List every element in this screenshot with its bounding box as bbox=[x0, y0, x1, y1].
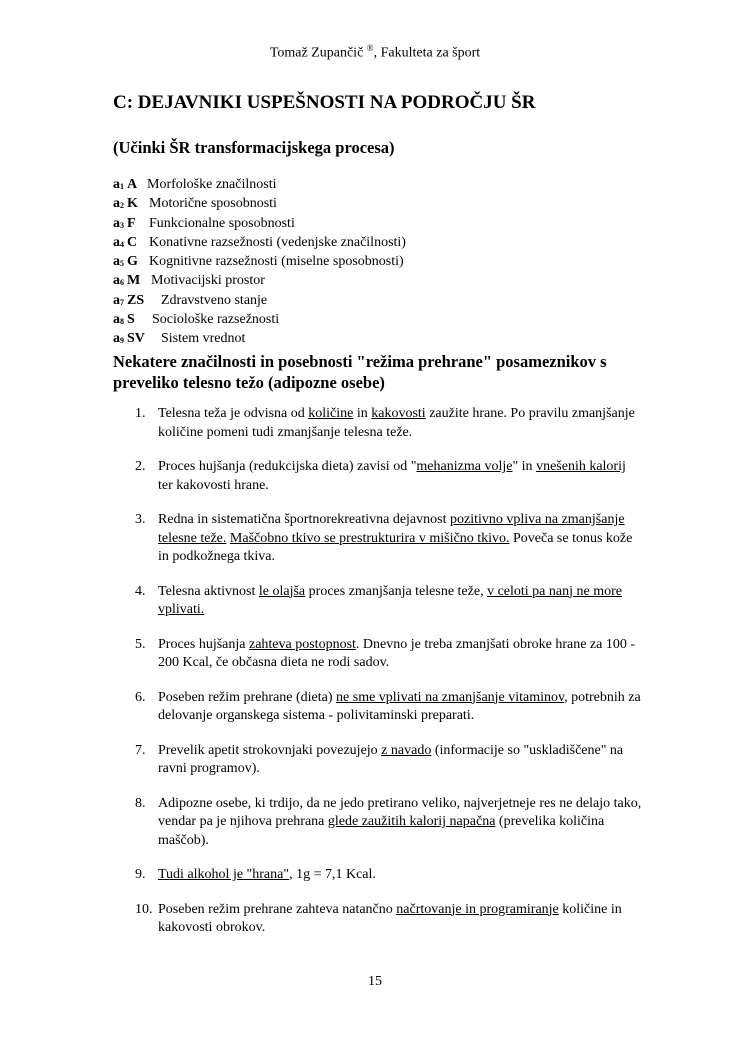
factor-code: G bbox=[127, 254, 138, 270]
factor-symbol: $a_7$ bbox=[113, 292, 124, 308]
list-item-text bbox=[158, 743, 623, 777]
underlined-phrase: mehanizma volje bbox=[416, 459, 513, 474]
underlined-phrase: kakovosti bbox=[371, 406, 426, 421]
underlined-phrase: z navado bbox=[381, 742, 432, 758]
list-item bbox=[113, 636, 643, 673]
factor-code: F bbox=[127, 215, 136, 231]
factor-code: A bbox=[127, 177, 138, 192]
text-segment: Redna in sistematična športnorekreativna dejavnost bbox=[158, 512, 450, 527]
list-item-text bbox=[158, 867, 376, 882]
text-segment: " in bbox=[512, 459, 537, 474]
list-item bbox=[113, 458, 643, 495]
text-segment: Proces hujšanja bbox=[158, 636, 249, 652]
text-segment: Poseben režim prehrane zahteva natančno bbox=[158, 901, 397, 917]
factor-label: Motivacijski prostor bbox=[151, 273, 265, 289]
factor-row bbox=[113, 330, 406, 349]
list-item-text bbox=[158, 512, 632, 564]
page-title: C: DEJAVNIKI USPEŠNOSTI NA PODROČJU ŠR bbox=[113, 92, 536, 113]
list-item-number: 1. bbox=[135, 406, 146, 421]
factor-list bbox=[113, 176, 406, 350]
factor-symbol: $a_8$ bbox=[113, 312, 124, 328]
text-segment: Proces hujšanja (redukcijska dieta) zavisi od " bbox=[158, 459, 417, 474]
list-item-text bbox=[158, 902, 622, 936]
list-item-number: 6. bbox=[135, 689, 146, 705]
list-item-text bbox=[158, 584, 622, 618]
factor-symbol: $a_5$ bbox=[113, 254, 124, 270]
text-segment: Telesna aktivnost bbox=[158, 583, 259, 599]
factor-label: Sistem vrednot bbox=[161, 331, 246, 347]
text-segment: Poveča se tonus kože in podkožnega tkiva. bbox=[158, 530, 633, 564]
list-item-text bbox=[158, 406, 635, 440]
list-item-number: 2. bbox=[135, 459, 146, 474]
text-segment: Adipozne osebe, ki trdijo, da ne jedo pretirano veliko, najverjetneje res ne delajo tako, vendar pa je njihova prehrana bbox=[158, 795, 642, 829]
list-item bbox=[113, 742, 643, 779]
underlined-phrase: količine bbox=[308, 406, 354, 421]
factor-label: Zdravstveno stanje bbox=[161, 292, 268, 308]
text-segment: Telesna teža je odvisna od bbox=[158, 406, 309, 421]
list-item bbox=[113, 583, 643, 620]
underlined-phrase: vnešenih kalorij bbox=[536, 459, 626, 474]
underlined-phrase: ne sme vplivati na zmanjšanje vitaminov bbox=[336, 689, 565, 705]
text-segment: . Dnevno je treba zmanjšati obroke hrane za 100 - 200 Kcal, če občasna dieta ne rodi sadov. bbox=[158, 636, 636, 670]
page-subtitle: (Učinki ŠR transformacijskega procesa) bbox=[113, 138, 395, 157]
list-item bbox=[113, 405, 643, 442]
factor-code: K bbox=[127, 196, 138, 212]
text-segment: , potrebnih za delovanje organskega sistema - polivitaminski preparati. bbox=[158, 689, 641, 723]
text-segment: Poseben režim prehrane (dieta) bbox=[158, 689, 337, 705]
list-item-text bbox=[158, 459, 626, 493]
factor-code: M bbox=[127, 273, 141, 289]
text-segment: ter kakovosti hrane. bbox=[158, 477, 269, 493]
underlined-phrase: Maščobno tkivo se prestrukturira v mišično tkivo. bbox=[229, 530, 510, 546]
factor-label: Kognitivne razsežnosti (miselne sposobnosti) bbox=[149, 254, 404, 270]
list-item-number: 3. bbox=[135, 512, 146, 527]
section-title: Nekatere značilnosti in posebnosti "režima prehrane" posameznikov s preveliko telesno težo (adipozne osebe) bbox=[113, 352, 607, 392]
factor-label: Sociološke razsežnosti bbox=[152, 312, 280, 328]
factor-row bbox=[113, 272, 406, 291]
factor-row bbox=[113, 234, 406, 253]
factor-symbol: $a_6$ bbox=[113, 273, 124, 289]
factor-code: ZS bbox=[127, 292, 145, 308]
text-segment: količine in kakovosti obrokov. bbox=[158, 901, 622, 935]
page-header bbox=[0, 43, 750, 62]
underlined-phrase: Tudi alkohol je "hrana" bbox=[158, 867, 290, 882]
factor-row bbox=[113, 292, 406, 311]
underlined-phrase: zahteva postopnost bbox=[248, 636, 356, 652]
text-segment: in bbox=[353, 406, 372, 421]
list-item-text bbox=[158, 796, 641, 848]
list-item bbox=[113, 866, 643, 885]
text-segment: (informacije so "uskladiščene" na ravni programov). bbox=[158, 742, 624, 776]
text-segment: zaužite hrane. Po pravilu zmanjšanje količine pomeni tudi zmanjšanje telesna teže. bbox=[158, 406, 635, 440]
list-item-number: 7. bbox=[135, 742, 146, 758]
underlined-phrase: le olajša bbox=[258, 583, 306, 599]
list-item-number: 10. bbox=[135, 901, 153, 917]
page-number: 15 bbox=[368, 974, 382, 989]
list-item-number: 4. bbox=[135, 583, 146, 599]
header-author: Tomaž Zupančič bbox=[269, 45, 364, 61]
factor-symbol: $a_1$ bbox=[113, 177, 124, 192]
text-segment: Prevelik apetit strokovnjaki povezujejo bbox=[158, 742, 382, 758]
underlined-phrase: pozitivno vpliva na zmanjšanje telesne teže. bbox=[158, 512, 625, 546]
factor-code: C bbox=[127, 234, 138, 250]
factor-row bbox=[113, 311, 406, 330]
factor-label: Morfološke značilnosti bbox=[147, 177, 277, 192]
list-item-text bbox=[158, 690, 641, 724]
factor-label: Funkcionalne sposobnosti bbox=[149, 215, 295, 231]
factor-label: Motorične sposobnosti bbox=[149, 196, 277, 212]
factor-symbol: $a_3$ bbox=[113, 215, 124, 231]
list-item bbox=[113, 511, 643, 567]
text-segment: , 1g = 7,1 Kcal. bbox=[289, 867, 376, 882]
underlined-phrase: načrtovanje in programiranje bbox=[396, 901, 559, 917]
underlined-phrase: v celoti pa nanj ne more vplivati. bbox=[158, 583, 622, 617]
text-segment: (prevelika količina maščob). bbox=[158, 814, 605, 848]
list-item-number: 5. bbox=[135, 636, 146, 652]
list-item bbox=[113, 795, 643, 851]
registered-mark: ® bbox=[366, 43, 374, 53]
factor-row bbox=[113, 195, 406, 214]
underlined-phrase: glede zaužitih kalorij napačna bbox=[327, 814, 496, 829]
list-item-number: 9. bbox=[135, 867, 146, 882]
list-item bbox=[113, 689, 643, 726]
list-item-text bbox=[158, 637, 635, 671]
numbered-list bbox=[113, 405, 643, 954]
list-item-number: 8. bbox=[135, 795, 146, 811]
factor-symbol: $a_9$ bbox=[113, 331, 124, 347]
text-segment: proces zmanjšanja telesne teže, bbox=[305, 583, 488, 599]
factor-row bbox=[113, 176, 406, 195]
factor-code: S bbox=[127, 312, 135, 328]
list-item bbox=[113, 901, 643, 938]
factor-row bbox=[113, 253, 406, 272]
factor-symbol: $a_4$ bbox=[113, 234, 124, 250]
factor-label: Konativne razsežnosti (vedenjske značilnosti) bbox=[149, 234, 406, 250]
header-institution: , Fakulteta za šport bbox=[373, 45, 481, 61]
factor-row bbox=[113, 215, 406, 234]
factor-symbol: $a_2$ bbox=[113, 196, 124, 212]
factor-code: SV bbox=[127, 331, 145, 347]
